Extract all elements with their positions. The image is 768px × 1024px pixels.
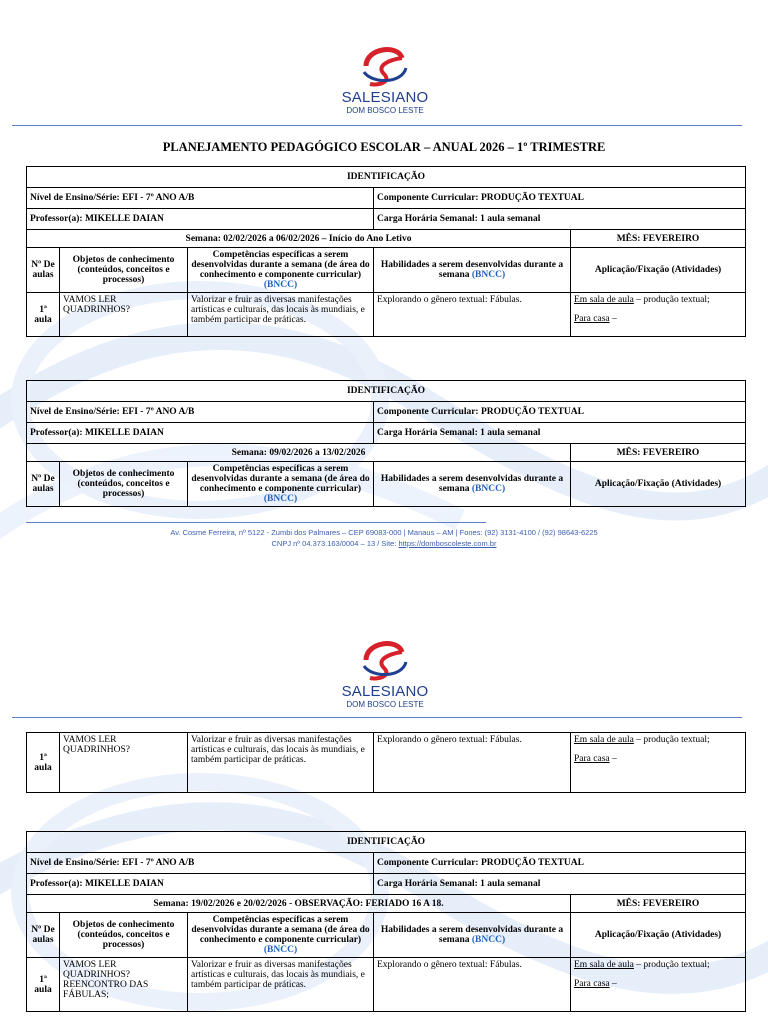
header-skills [374, 462, 571, 507]
header-num-classes: Nº De aulas [27, 462, 60, 507]
salesiano-logo [330, 634, 440, 709]
in-class-label: Em sala de aula [574, 960, 634, 970]
homework-text: – [609, 314, 617, 324]
month-cell: MÊS: FEVEREIRO [571, 895, 746, 913]
month-cell: MÊS: FEVEREIRO [571, 230, 746, 248]
footer-cnpj: CNPJ nº 04.373.163/0004 – 13 / Site: [271, 539, 399, 548]
header-competencies [188, 913, 374, 958]
in-class-text: – produção textual; [633, 735, 710, 745]
level-grade-cell: Nível de Ensino/Série: EFI - 7º ANO A/B [27, 188, 374, 209]
identification-heading: IDENTIFICAÇÃO [27, 167, 746, 188]
logo-brand-name: SALESIANO [341, 89, 429, 106]
lesson-object-cell: VAMOS LER QUADRINHOS? REENCONTRO DAS FÁBULAS; [60, 958, 188, 1012]
weekly-plan-table-2 [26, 380, 746, 507]
teacher-cell: Professor(a): MIKELLE DAIAN [27, 874, 374, 895]
identification-heading: IDENTIFICAÇÃO [27, 381, 746, 402]
teacher-cell: Professor(a): MIKELLE DAIAN [27, 423, 374, 444]
lesson-number-cell: 1ª aula [27, 293, 60, 337]
header-competencies [188, 248, 374, 293]
salesiano-logo [330, 40, 440, 115]
bncc-tag: (BNCC) [471, 484, 506, 494]
homework-label: Para casa [574, 979, 610, 989]
header-knowledge-objects: Objetos de conhecimento (conteúdos, conceitos e processos) [60, 913, 188, 958]
header-knowledge-objects: Objetos de conhecimento (conteúdos, conceitos e processos) [60, 462, 188, 507]
header-num-classes: Nº De aulas [27, 913, 60, 958]
identification-heading: IDENTIFICAÇÃO [27, 832, 746, 853]
lesson-skill-cell: Explorando o gênero textual: Fábulas. [374, 733, 571, 793]
salesiano-emblem-icon [358, 634, 412, 682]
header-competencies-text: Competências específicas a serem desenvolvidas durante a semana (de área do conhecimento e componente curricular) [191, 464, 370, 494]
teacher-cell: Professor(a): MIKELLE DAIAN [27, 209, 374, 230]
salesiano-emblem-icon [358, 40, 412, 88]
header-competencies-text: Competências específicas a serem desenvolvidas durante a semana (de área do conhecimento e componente curricular) [191, 250, 370, 280]
month-cell: MÊS: FEVEREIRO [571, 444, 746, 462]
week-label-cell: Semana: 09/02/2026 a 13/02/2026 [27, 444, 571, 462]
page-title: PLANEJAMENTO PEDAGÓGICO ESCOLAR – ANUAL 2026 – 1º TRIMESTRE [162, 140, 606, 154]
level-grade-cell: Nível de Ensino/Série: EFI - 7º ANO A/B [27, 853, 374, 874]
weekly-plan-table-2-continued [26, 732, 746, 793]
logo-brand-name: SALESIANO [341, 683, 429, 700]
bncc-tag: (BNCC) [263, 945, 298, 955]
header-skills-text: Habilidades a serem desenvolvidas durante a semana [380, 474, 564, 494]
header-num-classes: Nº De aulas [27, 248, 60, 293]
homework-text: – [609, 979, 617, 989]
lesson-number-cell: 1ª aula [27, 733, 60, 793]
lesson-activity-cell [571, 958, 746, 1012]
header-application: Aplicação/Fixação (Atividades) [571, 913, 746, 958]
lesson-skill-cell: Explorando o gênero textual: Fábulas. [374, 958, 571, 1012]
curriculum-component-cell: Componente Curricular: PRODUÇÃO TEXTUAL [374, 402, 746, 423]
homework-label: Para casa [574, 754, 610, 764]
page-footer [0, 527, 768, 549]
header-competencies-text: Competências específicas a serem desenvolvidas durante a semana (de área do conhecimento e componente curricular) [191, 915, 370, 945]
lesson-skill-cell: Explorando o gênero textual: Fábulas. [374, 293, 571, 337]
header-divider [12, 717, 742, 718]
header-knowledge-objects: Objetos de conhecimento (conteúdos, conceitos e processos) [60, 248, 188, 293]
lesson-competency-cell: Valorizar e fruir as diversas manifestações artísticas e culturais, das locais às mundiais, e também participar de práticas. [188, 958, 374, 1012]
header-divider [12, 125, 742, 126]
level-grade-cell: Nível de Ensino/Série: EFI - 7º ANO A/B [27, 402, 374, 423]
in-class-text: – produção textual; [633, 295, 710, 305]
workload-cell: Carga Horária Semanal: 1 aula semanal [374, 209, 746, 230]
in-class-label: Em sala de aula [574, 295, 634, 305]
lesson-competency-cell: Valorizar e fruir as diversas manifestações artísticas e culturais, das locais às mundiais, e também participar de práticas. [188, 733, 374, 793]
curriculum-component-cell: Componente Curricular: PRODUÇÃO TEXTUAL [374, 188, 746, 209]
workload-cell: Carga Horária Semanal: 1 aula semanal [374, 423, 746, 444]
footer-address: Av. Cosme Ferreira, nº 5122 - Zumbi dos Palmares – CEP 69083-000 | Manaus – AM | Fones: (92) 3131-4100 / (92) 98643-6225 [170, 528, 598, 537]
weekly-plan-table-1 [26, 166, 746, 337]
weekly-plan-table-3 [26, 831, 746, 1012]
header-competencies [188, 462, 374, 507]
bncc-tag: (BNCC) [263, 494, 298, 504]
header-skills [374, 248, 571, 293]
document-page-2 [0, 592, 768, 1024]
lesson-competency-cell: Valorizar e fruir as diversas manifestações artísticas e culturais, das locais às mundiais, e também participar de práticas. [188, 293, 374, 337]
lesson-object-cell: VAMOS LER QUADRINHOS? [60, 293, 188, 337]
bncc-tag: (BNCC) [471, 935, 506, 945]
week-label-cell: Semana: 19/02/2026 e 20/02/2026 - OBSERVAÇÃO: FERIADO 16 A 18. [27, 895, 571, 913]
header-skills-text: Habilidades a serem desenvolvidas durante a semana [380, 260, 564, 280]
homework-label: Para casa [574, 314, 610, 324]
header-skills-text: Habilidades a serem desenvolvidas durante a semana [380, 925, 564, 945]
workload-cell: Carga Horária Semanal: 1 aula semanal [374, 874, 746, 895]
lesson-number-cell: 1ª aula [27, 958, 60, 1012]
header-application: Aplicação/Fixação (Atividades) [571, 462, 746, 507]
bncc-tag: (BNCC) [471, 270, 506, 280]
header-skills [374, 913, 571, 958]
in-class-text: – produção textual; [633, 960, 710, 970]
homework-text: – [609, 754, 617, 764]
lesson-activity-cell [571, 293, 746, 337]
logo-subtitle: DOM BOSCO LESTE [346, 700, 424, 709]
footer-site-link[interactable]: https://domboscoleste.com.br [398, 539, 497, 548]
footer-cnpj-line [0, 538, 768, 549]
week-label-cell: Semana: 02/02/2026 a 06/02/2026 – Início do Ano Letivo [27, 230, 571, 248]
lesson-object-cell: VAMOS LER QUADRINHOS? [60, 733, 188, 793]
logo-subtitle: DOM BOSCO LESTE [346, 106, 424, 115]
footer-divider [26, 522, 486, 523]
in-class-label: Em sala de aula [574, 735, 634, 745]
header-application: Aplicação/Fixação (Atividades) [571, 248, 746, 293]
curriculum-component-cell: Componente Curricular: PRODUÇÃO TEXTUAL [374, 853, 746, 874]
lesson-activity-cell [571, 733, 746, 793]
bncc-tag: (BNCC) [263, 280, 298, 290]
